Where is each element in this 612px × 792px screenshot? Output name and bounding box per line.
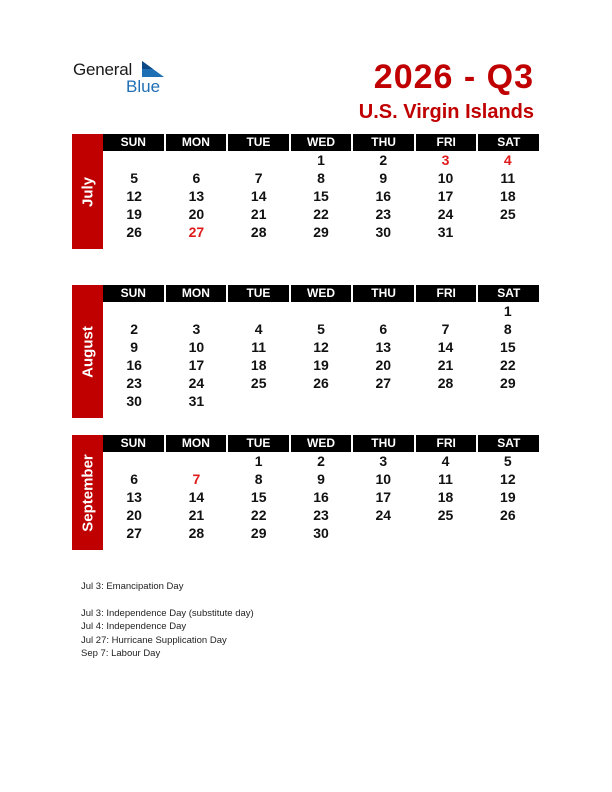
logo-triangle-icon: [142, 61, 164, 77]
weekday-header-row: [103, 435, 539, 452]
month-name: August: [79, 325, 96, 378]
empty-date-cell: [477, 392, 539, 410]
week-row: [103, 187, 539, 205]
week-row: [103, 302, 539, 320]
date-cell: 17: [375, 489, 392, 505]
date-cell: 11: [251, 339, 267, 355]
holiday-note: Jul 4: Independence Day: [81, 621, 187, 632]
weekday-header: SAT: [497, 135, 521, 149]
date-cell: 8: [254, 471, 263, 487]
empty-date-cell: [414, 392, 476, 410]
weekday-header: SUN: [103, 134, 166, 151]
empty-date-cell: [477, 223, 539, 241]
date-cell: 18: [437, 489, 454, 505]
date-cell: 31: [437, 224, 454, 240]
date-cell: 5: [503, 453, 512, 469]
date-cell: 4: [441, 453, 450, 469]
date-cell: 10: [188, 339, 205, 355]
empty-date-cell: [228, 302, 290, 320]
date-cell: 25: [500, 206, 516, 222]
date-cell: 5: [317, 321, 325, 337]
date-cell: 11: [500, 170, 516, 186]
weekday-header: FRI: [416, 285, 479, 302]
holiday-note: Jul 3: Independence Day (substitute day): [81, 607, 254, 619]
date-cell: 14: [250, 188, 267, 204]
week-row: [103, 320, 539, 338]
holiday-date-cell: 3: [441, 152, 450, 168]
date-cell: 29: [250, 525, 267, 541]
empty-date-cell: [165, 151, 227, 169]
weekday-header: SAT: [497, 286, 521, 300]
date-cell: 24: [437, 206, 454, 222]
date-cell: 14: [437, 339, 454, 355]
date-cell: 7: [441, 321, 450, 337]
date-cell: 2: [379, 152, 388, 168]
week-row: [103, 223, 539, 241]
date-cell: 13: [375, 339, 392, 355]
weekday-header: WED: [291, 435, 354, 452]
date-cell: 22: [500, 357, 516, 373]
weekday-header: THU: [353, 134, 416, 151]
page-subtitle: U.S. Virgin Islands: [358, 101, 534, 123]
date-cell: 26: [500, 507, 516, 523]
date-cell: 11: [438, 471, 453, 487]
date-cell: 15: [250, 489, 267, 505]
holiday-note: Jul 3: Emancipation Day: [81, 581, 184, 592]
date-cell: 10: [375, 471, 392, 487]
weekday-header: SAT: [497, 436, 521, 450]
empty-date-cell: [103, 151, 165, 169]
weekday-header: FRI: [416, 435, 479, 452]
empty-date-cell: [165, 452, 227, 470]
month-label-tab: [72, 134, 103, 249]
date-cell: 16: [313, 489, 329, 505]
weekday-header: MON: [166, 134, 229, 151]
date-cell: 8: [317, 170, 325, 186]
date-cell: 21: [437, 357, 454, 373]
week-row: [103, 524, 539, 542]
empty-date-cell: [290, 392, 352, 410]
month-label-tab: [72, 285, 103, 418]
empty-date-cell: [228, 392, 290, 410]
holiday-date-cell: 7: [192, 471, 201, 487]
date-cell: 30: [126, 393, 142, 409]
week-row: [103, 169, 539, 187]
empty-date-cell: [352, 392, 414, 410]
weekday-header: TUE: [228, 435, 291, 452]
empty-date-cell: [165, 302, 227, 320]
calendar-grid: [103, 435, 539, 542]
empty-date-cell: [228, 151, 290, 169]
week-row: [103, 151, 539, 169]
week-row: [103, 470, 539, 488]
date-cell: 10: [437, 170, 454, 186]
date-cell: 6: [130, 471, 139, 487]
date-cell: 12: [126, 188, 142, 204]
notes-spacer: [81, 594, 254, 607]
date-cell: 13: [188, 188, 205, 204]
month-name: July: [79, 176, 96, 207]
date-cell: 20: [375, 357, 392, 373]
date-cell: 1: [503, 303, 512, 319]
weekday-header: TUE: [228, 285, 291, 302]
date-cell: 30: [313, 525, 329, 541]
weekday-header-row: [103, 285, 539, 302]
date-cell: 16: [126, 357, 142, 373]
holiday-note: Sep 7: Labour Day: [81, 648, 161, 659]
weekday-header: TUE: [228, 134, 291, 151]
holiday-notes: [81, 580, 254, 661]
week-row: [103, 205, 539, 223]
date-cell: 31: [188, 393, 205, 409]
date-cell: 23: [313, 507, 329, 523]
date-cell: 22: [250, 507, 267, 523]
calendar-grid: [103, 134, 539, 241]
date-cell: 28: [437, 375, 454, 391]
weekday-header-row: [103, 134, 539, 151]
date-cell: 4: [254, 321, 263, 337]
date-cell: 26: [313, 375, 329, 391]
weekday-header: THU: [353, 435, 416, 452]
date-cell: 12: [500, 471, 516, 487]
date-cell: 1: [317, 152, 325, 168]
empty-date-cell: [103, 452, 165, 470]
week-row: [103, 488, 539, 506]
week-row: [103, 392, 539, 410]
date-cell: 20: [126, 507, 142, 523]
date-cell: 25: [250, 375, 267, 391]
date-cell: 2: [317, 453, 325, 469]
date-cell: 17: [188, 357, 205, 373]
date-cell: 29: [500, 375, 516, 391]
date-cell: 23: [375, 206, 392, 222]
date-cell: 19: [126, 206, 142, 222]
empty-date-cell: [414, 302, 476, 320]
date-cell: 18: [250, 357, 267, 373]
date-cell: 1: [254, 453, 263, 469]
date-cell: 27: [126, 525, 142, 541]
month-name: September: [79, 453, 96, 532]
weekday-header: MON: [166, 285, 229, 302]
date-cell: 22: [313, 206, 329, 222]
date-cell: 20: [188, 206, 205, 222]
calendar-grid: [103, 285, 539, 410]
date-cell: 28: [188, 525, 205, 541]
week-row: [103, 338, 539, 356]
weekday-header: SUN: [103, 435, 166, 452]
date-cell: 2: [130, 321, 139, 337]
date-cell: 21: [188, 507, 205, 523]
date-cell: 6: [192, 170, 201, 186]
date-cell: 25: [437, 507, 454, 523]
date-cell: 5: [130, 170, 139, 186]
date-cell: 29: [313, 224, 329, 240]
date-cell: 21: [250, 206, 267, 222]
date-cell: 14: [188, 489, 205, 505]
date-cell: 12: [313, 339, 329, 355]
weekday-header: THU: [353, 285, 416, 302]
date-cell: 15: [313, 188, 329, 204]
empty-date-cell: [352, 524, 414, 542]
holiday-note: Jul 27: Hurricane Supplication Day: [81, 634, 227, 646]
week-row: [103, 374, 539, 392]
week-row: [103, 452, 539, 470]
date-cell: 23: [126, 375, 142, 391]
empty-date-cell: [352, 302, 414, 320]
date-cell: 27: [375, 375, 392, 391]
date-cell: 9: [130, 339, 139, 355]
date-cell: 30: [375, 224, 392, 240]
date-cell: 15: [500, 339, 516, 355]
weekday-header: SUN: [103, 285, 166, 302]
date-cell: 24: [188, 375, 205, 391]
holiday-date-cell: 4: [503, 152, 512, 168]
empty-date-cell: [414, 524, 476, 542]
weekday-header: MON: [166, 435, 229, 452]
date-cell: 9: [379, 170, 388, 186]
date-cell: 13: [126, 489, 142, 505]
date-cell: 8: [503, 321, 512, 337]
empty-date-cell: [290, 302, 352, 320]
week-row: [103, 356, 539, 374]
date-cell: 18: [500, 188, 516, 204]
date-cell: 6: [379, 321, 388, 337]
date-cell: 24: [375, 507, 392, 523]
date-cell: 26: [126, 224, 142, 240]
date-cell: 19: [500, 489, 516, 505]
date-cell: 19: [313, 357, 329, 373]
empty-date-cell: [103, 302, 165, 320]
date-cell: 16: [375, 188, 392, 204]
week-row: [103, 506, 539, 524]
page-title: 2026 - Q3: [373, 58, 534, 96]
empty-date-cell: [477, 524, 539, 542]
weekday-header: WED: [291, 134, 354, 151]
month-label-tab: [72, 435, 103, 550]
holiday-date-cell: 27: [188, 224, 205, 240]
date-cell: 3: [192, 321, 201, 337]
logo-text-blue: Blue: [126, 77, 161, 96]
date-cell: 3: [379, 453, 388, 469]
date-cell: 7: [254, 170, 263, 186]
date-cell: 9: [317, 471, 325, 487]
weekday-header: WED: [291, 285, 354, 302]
date-cell: 17: [437, 188, 454, 204]
generalblue-logo: [73, 60, 173, 96]
date-cell: 28: [250, 224, 267, 240]
weekday-header: FRI: [416, 134, 479, 151]
logo-text-general: General: [73, 60, 133, 79]
